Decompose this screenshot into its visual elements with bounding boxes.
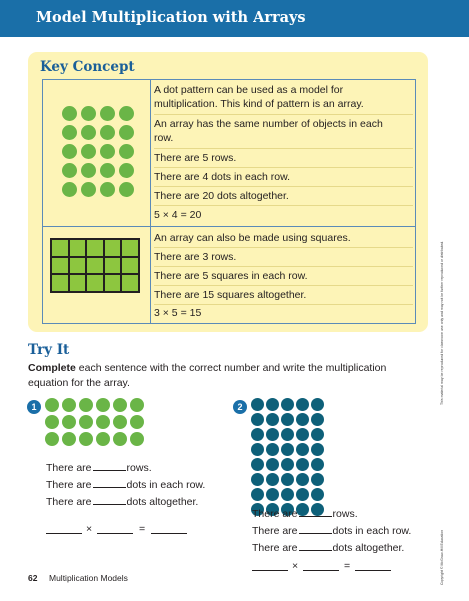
array-dot: [281, 413, 294, 426]
equals-sign: =: [139, 523, 146, 535]
array-dot: [266, 398, 279, 411]
array-dot: [311, 428, 324, 441]
table-column-divider: [150, 79, 151, 324]
array-dot: [100, 106, 115, 121]
sentence-total: There are dots altogether.: [252, 542, 405, 554]
array-dot: [296, 398, 309, 411]
array-dot: [119, 106, 134, 121]
sentence-per-row: There are dots in each row.: [46, 479, 206, 491]
row-separator: [154, 266, 413, 267]
array-square: [70, 275, 86, 291]
array-square: [105, 275, 121, 291]
instructions: [28, 361, 428, 391]
array-dot: [119, 163, 134, 178]
array-dot: [251, 443, 264, 456]
array-dot: [251, 413, 264, 426]
array-dot: [311, 473, 324, 486]
array-dot: [119, 125, 134, 140]
row-separator: [154, 205, 413, 206]
array-dot: [281, 428, 294, 441]
array-dot: [296, 443, 309, 456]
array-dot: [266, 458, 279, 471]
equation-text: 5 × 4 = 20: [154, 209, 202, 221]
array-square: [52, 258, 68, 274]
array-dot: [296, 473, 309, 486]
array-dot: [251, 428, 264, 441]
problem-number-badge: 2: [233, 400, 247, 414]
array-square: [70, 240, 86, 256]
array-dot: [62, 398, 76, 412]
array-dot: [296, 428, 309, 441]
sentence-total: There are dots altogether.: [46, 496, 199, 508]
array-dot: [100, 163, 115, 178]
array-dot: [100, 144, 115, 159]
array-dot: [296, 488, 309, 501]
array-dot: [79, 398, 93, 412]
instruction-text: each sentence with the correct number and write the multiplication: [75, 362, 387, 374]
concept-text: There are 20 dots altogether.: [154, 190, 289, 202]
array-dot: [81, 125, 96, 140]
equation-text: 3 × 5 = 15: [154, 307, 202, 319]
factor-blank[interactable]: [252, 570, 288, 571]
array-dot: [266, 488, 279, 501]
row-separator: [154, 148, 413, 149]
array-dot: [311, 488, 324, 501]
row-separator: [154, 167, 413, 168]
array-dot: [113, 415, 127, 429]
array-dot: [130, 398, 144, 412]
array-dot: [62, 125, 77, 140]
square-array-example: [50, 238, 140, 293]
array-dot: [311, 458, 324, 471]
array-dot: [311, 398, 324, 411]
array-dot: [96, 398, 110, 412]
array-dot: [79, 415, 93, 429]
row-separator: [154, 285, 413, 286]
try-it-heading: Try It: [28, 342, 70, 358]
array-dot: [119, 144, 134, 159]
concept-text: An array has the same number of objects in each: [154, 118, 383, 130]
concept-text: An array can also be made using squares.: [154, 232, 351, 244]
times-sign: ×: [292, 560, 299, 572]
array-dot: [296, 413, 309, 426]
concept-text: There are 3 rows.: [154, 251, 237, 263]
array-dot: [81, 144, 96, 159]
array-square: [105, 240, 121, 256]
array-dot: [62, 182, 77, 197]
array-dot: [113, 398, 127, 412]
concept-text: There are 4 dots in each row.: [154, 171, 290, 183]
array-dot: [45, 415, 59, 429]
array-square: [87, 275, 103, 291]
sentence-rows: There are rows.: [46, 462, 152, 474]
sentence-per-row: There are dots in each row.: [252, 525, 412, 537]
row-separator: [154, 247, 413, 248]
answer-blank[interactable]: [93, 461, 126, 471]
array-dot: [100, 182, 115, 197]
array-dot: [79, 432, 93, 446]
array-dot: [62, 432, 76, 446]
row-separator: [154, 186, 413, 187]
array-square: [87, 240, 103, 256]
row-separator: [154, 114, 413, 115]
array-dot: [251, 458, 264, 471]
copyright-note: Copyright © McGraw-Hill Education: [440, 529, 444, 585]
instruction-text: equation for the array.: [28, 377, 130, 389]
answer-blank[interactable]: [299, 524, 332, 534]
array-dot: [281, 458, 294, 471]
factor-blank[interactable]: [46, 533, 82, 534]
array-dot: [281, 398, 294, 411]
answer-blank[interactable]: [93, 495, 126, 505]
array-dot: [251, 398, 264, 411]
array-dot: [311, 443, 324, 456]
array-dot: [100, 125, 115, 140]
array-square: [122, 258, 138, 274]
array-dot: [62, 163, 77, 178]
array-dot: [266, 413, 279, 426]
array-dot: [296, 458, 309, 471]
problem-number-badge: 1: [27, 400, 41, 414]
array-dot: [81, 182, 96, 197]
page-title: Model Multiplication with Arrays: [36, 9, 306, 26]
array-dot: [311, 413, 324, 426]
concept-text: row.: [154, 132, 174, 144]
array-dot: [119, 182, 134, 197]
array-dot: [62, 415, 76, 429]
array-square: [105, 258, 121, 274]
array-dot: [281, 488, 294, 501]
answer-blank[interactable]: [299, 507, 332, 517]
array-square: [52, 275, 68, 291]
array-dot: [96, 432, 110, 446]
concept-text: There are 5 squares in each row.: [154, 270, 308, 282]
page-number: 62: [28, 573, 38, 583]
instruction-bold: Complete: [28, 362, 76, 374]
array-dot: [81, 163, 96, 178]
concept-text: A dot pattern can be used as a model for: [154, 84, 344, 96]
footer-section: Multiplication Models: [49, 573, 128, 583]
array-square: [122, 275, 138, 291]
concept-text: multiplication. This kind of pattern is an array.: [154, 98, 364, 110]
array-square: [52, 240, 68, 256]
permission-note: This material may be reproduced for classroom use only and may not be further reproduced or distributed.: [440, 240, 444, 405]
answer-blank[interactable]: [299, 541, 332, 551]
array-dot: [62, 144, 77, 159]
array-dot: [266, 428, 279, 441]
times-sign: ×: [86, 523, 93, 535]
array-dot: [62, 106, 77, 121]
array-square: [70, 258, 86, 274]
product-blank[interactable]: [151, 533, 187, 534]
array-dot: [251, 488, 264, 501]
factor-blank[interactable]: [97, 533, 133, 534]
concept-text: There are 5 rows.: [154, 152, 237, 164]
array-dot: [45, 432, 59, 446]
factor-blank[interactable]: [303, 570, 339, 571]
array-dot: [81, 106, 96, 121]
array-dot: [130, 415, 144, 429]
array-dot: [251, 473, 264, 486]
equals-sign: =: [344, 560, 351, 572]
product-blank[interactable]: [355, 570, 391, 571]
key-concept-title: Key Concept: [40, 59, 135, 75]
array-dot: [130, 432, 144, 446]
array-dot: [281, 443, 294, 456]
table-divider: [42, 226, 416, 227]
concept-text: There are 15 squares altogether.: [154, 289, 307, 301]
array-dot: [96, 415, 110, 429]
array-dot: [266, 473, 279, 486]
array-dot: [281, 473, 294, 486]
array-dot: [266, 443, 279, 456]
array-square: [122, 240, 138, 256]
array-dot: [45, 398, 59, 412]
array-square: [87, 258, 103, 274]
row-separator: [154, 304, 413, 305]
array-dot: [113, 432, 127, 446]
answer-blank[interactable]: [93, 478, 126, 488]
sentence-rows: There are rows.: [252, 508, 358, 520]
